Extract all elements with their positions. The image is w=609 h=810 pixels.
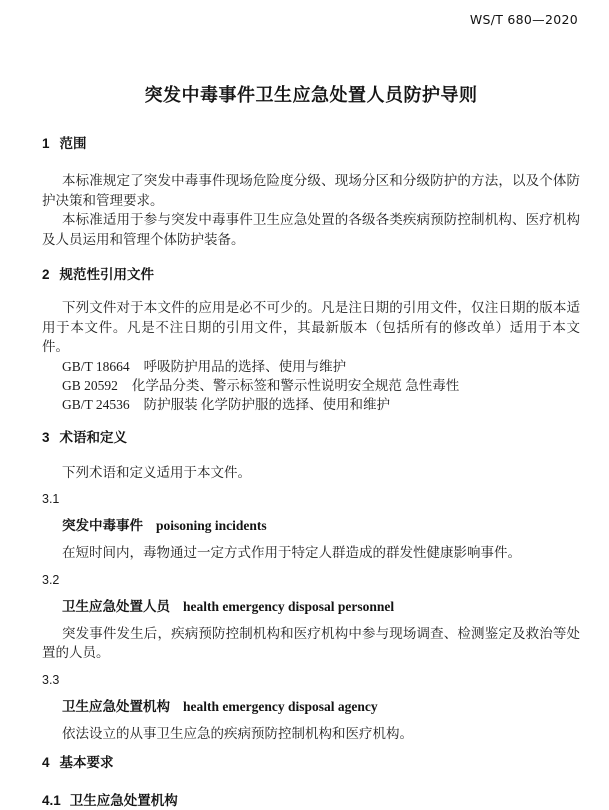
term-name-en: health emergency disposal agency (183, 698, 378, 714)
section-4-1-heading (42, 792, 580, 810)
term-definition: 依法设立的从事卫生应急的疾病预防控制机构和医疗机构。 (62, 725, 413, 741)
term-name-en: poisoning incidents (156, 518, 267, 534)
section-4-title: 基本要求 (59, 755, 114, 771)
term-name-zh: 卫生应急处置人员 (62, 598, 170, 614)
section-1-number: 1 (42, 136, 50, 151)
document-content (42, 0, 580, 810)
doc-number: WS/T 680—2020 (469, 12, 578, 27)
section-2-paragraph: 下列文件对于本文件的应用是必不可少的。凡是注日期的引用文件，仅注日期的版本适用于本文件。凡是不注日期的引用文件，其最新版本（包括所有的修改单）适用于本文件。 (42, 300, 580, 354)
reference-item (62, 376, 580, 395)
section-1-heading (42, 135, 580, 153)
section-1-paragraph-1: 本标准规定了突发中毒事件现场危险度分级、现场分区和分级防护的方法，以及个体防护决策和管理要求。 (42, 173, 580, 208)
section-3-title: 术语和定义 (59, 429, 128, 445)
term-number: 3.3 (42, 672, 60, 687)
section-2-number: 2 (42, 267, 50, 282)
reference-code: GB/T 18664 (62, 358, 130, 374)
section-2-heading (42, 266, 580, 284)
reference-title: 防护服装 化学防护服的选择、使用和维护 (143, 397, 391, 413)
term-number: 3.1 (42, 492, 60, 507)
section-3-heading (42, 429, 580, 447)
reference-item (62, 395, 580, 414)
reference-item (62, 357, 580, 376)
term-name (62, 517, 580, 534)
section-1-paragraph-2: 本标准适用于参与突发中毒事件卫生应急处置的各级各类疾病预防控制机构、医疗机构及人员运用和管理个体防护装备。 (42, 212, 580, 247)
term-name-en: health emergency disposal personnel (183, 598, 395, 614)
section-3-intro: 下列术语和定义适用于本文件。 (62, 464, 251, 480)
section-4-heading (42, 754, 580, 772)
reference-code: GB 20592 (62, 377, 118, 393)
document-title: 突发中毒事件卫生应急处置人员防护导则 (144, 85, 478, 105)
section-2-title: 规范性引用文件 (59, 267, 155, 282)
section-4-1-title: 卫生应急处置机构 (69, 793, 178, 809)
term-name (62, 598, 580, 615)
term-definition: 突发事件发生后，疾病预防控制机构和医疗机构中参与现场调查、检测鉴定及救治等处置的人员。 (42, 625, 580, 661)
term-definition: 在短时间内，毒物通过一定方式作用于特定人群造成的群发性健康影响事件。 (62, 545, 521, 561)
term-name-zh: 突发中毒事件 (62, 518, 143, 534)
section-4-1-number: 4.1 (42, 793, 61, 809)
section-4-number: 4 (42, 755, 50, 771)
section-1-title: 范围 (59, 136, 87, 151)
reference-title: 呼吸防护用品的选择、使用与维护 (143, 358, 347, 374)
reference-code: GB/T 24536 (62, 397, 130, 413)
reference-title: 化学品分类、警示标签和警示性说明安全规范 急性毒性 (131, 377, 460, 393)
reference-list (42, 357, 580, 415)
term-name-zh: 卫生应急处置机构 (62, 698, 170, 714)
term-name (62, 698, 580, 715)
term-number: 3.2 (42, 572, 60, 587)
section-3-number: 3 (42, 429, 50, 445)
